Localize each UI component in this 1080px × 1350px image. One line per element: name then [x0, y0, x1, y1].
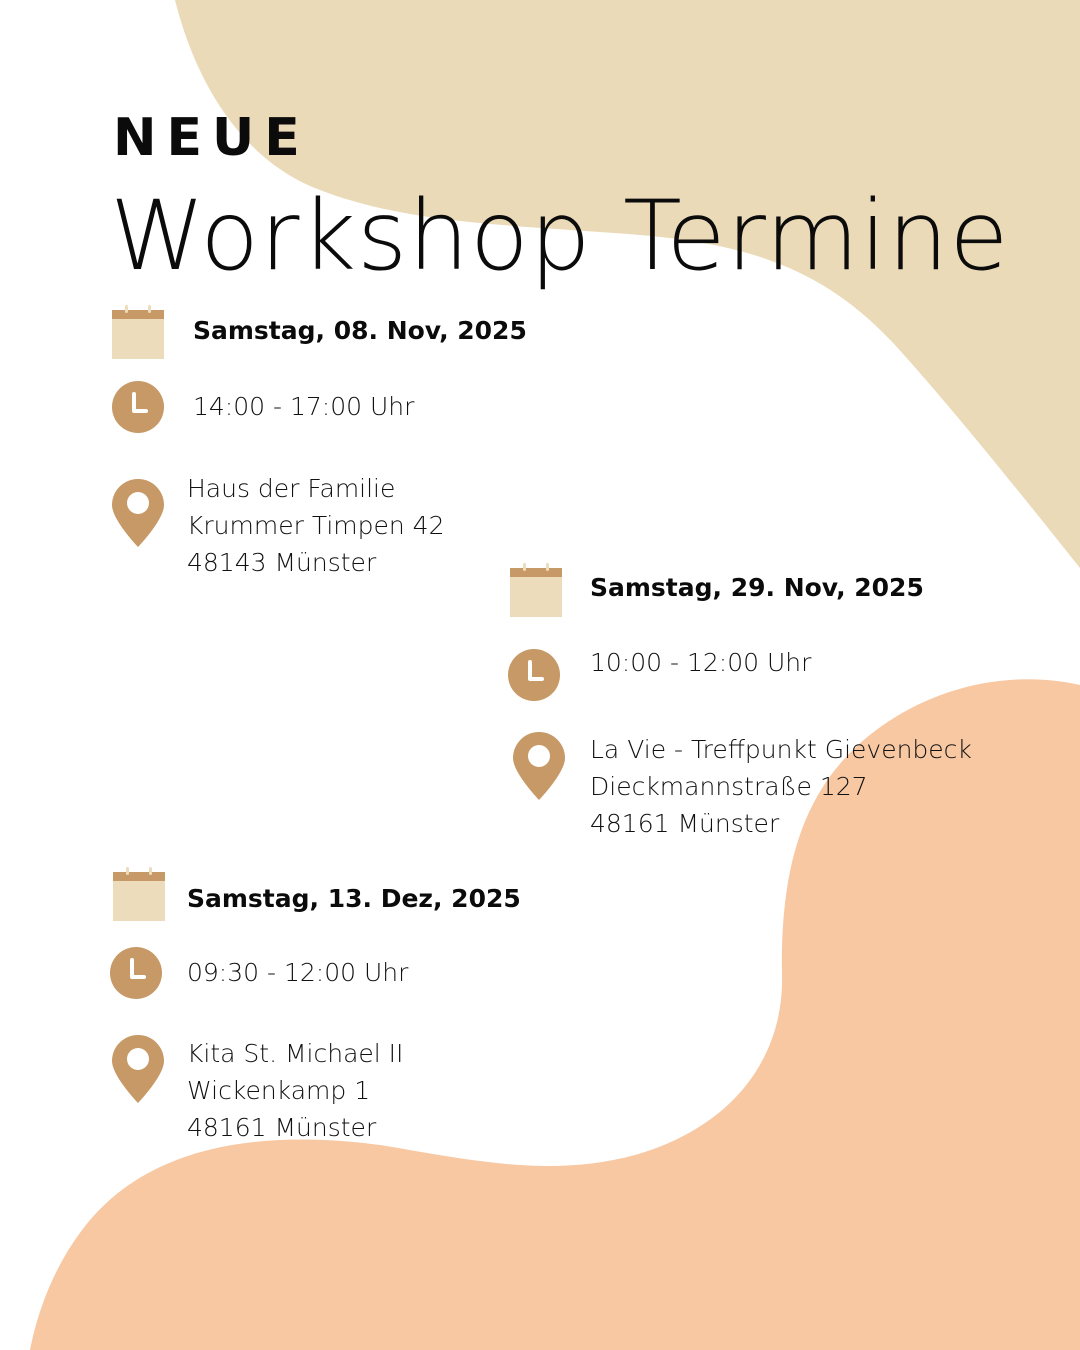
venue-street: Wickenkamp 1	[187, 1076, 371, 1105]
event-time: 10:00 - 12:00 Uhr	[590, 648, 812, 677]
clock-icon	[112, 380, 166, 434]
event-address	[187, 1035, 403, 1146]
event-time: 09:30 - 12:00 Uhr	[187, 958, 409, 987]
venue-name: Kita St. Michael II	[187, 1039, 404, 1068]
event-time: 14:00 - 17:00 Uhr	[193, 392, 415, 421]
event-date: Samstag, 08. Nov, 2025	[193, 316, 527, 345]
event-address	[187, 470, 444, 581]
event-address	[590, 731, 972, 842]
venue-street: Dieckmannstraße 127	[590, 772, 868, 801]
venue-name: La Vie - Treffpunkt Gievenbeck	[590, 735, 972, 764]
venue-street: Krummer Timpen 42	[187, 511, 445, 540]
location-pin-icon	[513, 732, 567, 800]
event-date: Samstag, 13. Dez, 2025	[187, 884, 521, 913]
clock-icon	[508, 648, 562, 702]
calendar-icon	[510, 563, 564, 617]
venue-city: 48143 Münster	[187, 548, 377, 577]
venue-city: 48161 Münster	[590, 809, 780, 838]
page-title: Workshop Termine	[110, 180, 1010, 292]
header-kicker: NEUE	[113, 108, 310, 168]
calendar-icon	[112, 305, 166, 359]
calendar-icon	[113, 867, 167, 921]
location-pin-icon	[112, 479, 166, 547]
location-pin-icon	[112, 1035, 166, 1103]
event-date: Samstag, 29. Nov, 2025	[590, 573, 924, 602]
venue-name: Haus der Familie	[187, 474, 396, 503]
venue-city: 48161 Münster	[187, 1113, 377, 1142]
clock-icon	[110, 946, 164, 1000]
